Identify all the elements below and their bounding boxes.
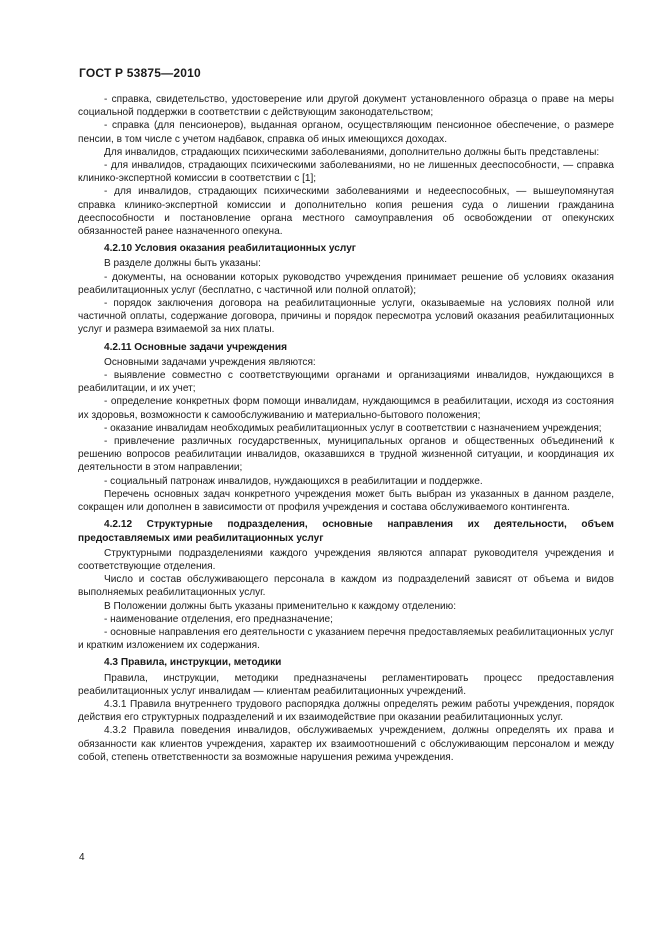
body-paragraph: В Положении должны быть указаны применительно к каждому отделению: [104,600,457,612]
body-paragraph: В разделе должны быть указаны: [104,258,261,270]
document-body [78,93,614,764]
body-paragraph: - для инвалидов, страдающих психическими заболеваниями, но не лишенных дееспособности, — справка клинико-экспертной комиссии в соответствии с [1]; [78,160,614,185]
body-paragraph: - социальный патронаж инвалидов, нуждающихся в реабилитации и поддержке. [104,475,483,487]
body-paragraph: 4.3.2 Правила поведения инвалидов, обслуживаемых учреждением, должны определять их права и обязанности как клиентов учреждения, характер их взаимоотношений с обслуживающим персоналом и между собой, степень ответственности за возможные нарушения режима учреждения. [78,725,614,763]
body-paragraph: Правила, инструкции, методики предназначены регламентировать процесс предоставления реабилитационных услуг инвалидам — клиентам реабилитационных учреждений. [78,672,614,697]
body-paragraph: - справка, свидетельство, удостоверение или другой документ установленного образца о праве на меры социальной поддержки в соответствии с действующим законодательством; [78,94,614,119]
body-paragraph: - оказание инвалидам необходимых реабилитационных услуг в соответствии с назначением учреждения; [104,422,602,434]
body-paragraph: 4.3.1 Правила внутреннего трудового распорядка должны определять режим работы учреждения, порядок действия его структурных подразделений и их взаимодействие при оказании реабилитационных услуг. [78,698,614,724]
body-paragraph: - порядок заключения договора на реабилитационные услуги, оказываемые на условиях полной или частичной оплаты, содержание договора, причины и порядок пересмотра условий оказания реабилитационных услуг и размера взимаемой за них платы. [78,298,614,336]
document-header: ГОСТ Р 53875—2010 [79,66,201,80]
page-number: 4 [79,852,85,863]
section-heading: 4.2.12 Структурные подразделения, основные направления их деятельности, объем предоставляемых ими реабилитационных услуг [78,519,614,544]
section-heading: 4.2.10 Условия оказания реабилитационных услуг [104,243,357,255]
section-heading: 4.2.11 Основные задачи учреждения [104,341,288,353]
body-paragraph: - документы, на основании которых руководство учреждения принимает решение об условиях оказания реабилитационных услуг (бесплатно, с частичной или полной оплатой); [78,271,614,296]
body-paragraph: Число и состав обслуживающего персонала в каждом из подразделений зависят от объема и видов выполняемых реабилитационных услуг. [78,574,614,599]
body-paragraph: - для инвалидов, страдающих психическими заболеваниями и недееспособных, — вышеупомянутая справка клинико-экспертной комиссии и дополнительно копия решения суда о лишении гражданина дееспособности и постановление органа местного самоуправления об освобождении от опекунских обязанностей ранее назначенного опекуна. [78,186,614,238]
body-paragraph: - наименование отделения, его предназначение; [104,613,333,625]
section-heading: 4.3 Правила, инструкции, методики [104,657,282,669]
body-paragraph: Перечень основных задач конкретного учреждения может быть выбран из указанных в данном разделе, сокращен или дополнен в зависимости от профиля учреждения и состава обслуживаемого контингента. [78,488,614,514]
body-paragraph: - справка (для пенсионеров), выданная органом, осуществляющим пенсионное обеспечение, о размере пенсии, в том числе с учетом надбавок, справка об иных имеющихся доходах. [78,120,614,145]
body-paragraph: - привлечение различных государственных, муниципальных органов и общественных объединений к решению вопросов реабилитации инвалидов, оказавшихся в трудной жизненной ситуации, и координация их деятельности в этом направлении; [78,436,614,474]
body-paragraph: - определение конкретных форм помощи инвалидам, нуждающимся в реабилитации, исходя из состояния их здоровья, возможности к самообслуживанию и материально-бытового положения; [78,396,614,421]
body-paragraph: - выявление совместно с соответствующими органами и организациями инвалидов, нуждающихся в реабилитации, и их учет; [78,370,614,395]
body-paragraph: - основные направления его деятельности с указанием перечня предоставляемых реабилитационных услуг и кратким изложением их содержания. [78,626,614,652]
body-paragraph: Основными задачами учреждения являются: [104,356,316,368]
body-paragraph: Структурными подразделениями каждого учреждения являются аппарат руководителя учреждения и соответствующие отделения. [78,547,614,572]
body-paragraph: Для инвалидов, страдающих психическими заболеваниями, дополнительно должны быть представлены: [104,146,600,158]
